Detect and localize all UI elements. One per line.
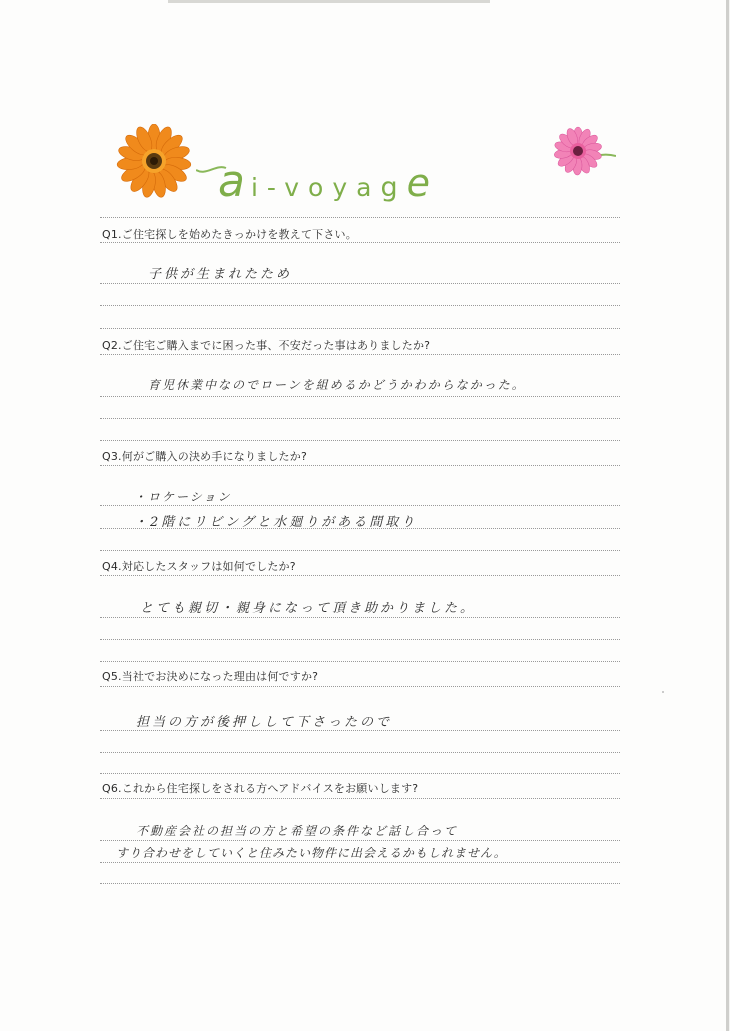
- ruled-line: [100, 217, 620, 218]
- question-3-label: Q3.何がご購入の決め手になりましたか?: [102, 450, 307, 463]
- logo-letter-g: g: [380, 172, 407, 203]
- scan-speck: [662, 691, 664, 693]
- ruled-line: [100, 305, 620, 306]
- ruled-line: [100, 242, 620, 243]
- logo-wordmark: [218, 156, 439, 207]
- logo-letter-a: a: [218, 156, 245, 207]
- question-2-label: Q2.ご住宅ご購入までに困った事、不安だった事はありましたか?: [102, 339, 431, 352]
- ruled-line: [100, 354, 620, 355]
- ruled-line: [100, 730, 620, 731]
- ruled-line: [100, 617, 620, 618]
- ruled-line: [100, 418, 620, 419]
- question-6-label: Q6.これから住宅探しをされる方へアドバイスをお願いします?: [102, 782, 419, 795]
- question-4-label: Q4.対応したスタッフは如何でしたか?: [102, 560, 296, 573]
- ruled-line: [100, 396, 620, 397]
- ruled-line: [100, 328, 620, 329]
- ruled-line: [100, 798, 620, 799]
- logo-letters-mid: i-voya: [250, 173, 381, 202]
- ruled-line: [100, 575, 620, 576]
- ruled-line: [100, 752, 620, 753]
- ruled-line: [100, 883, 620, 884]
- ruled-line: [100, 465, 620, 466]
- ruled-line: [100, 840, 620, 841]
- scan-edge-line: [168, 0, 490, 3]
- answer-4-line-1: とても親切・親身になって頂き助かりました。: [140, 601, 477, 616]
- answer-3-line-1: ・ロケーション: [134, 490, 232, 504]
- ruled-line: [100, 283, 620, 284]
- question-5-label: Q5.当社でお決めになった理由は何ですか?: [102, 670, 319, 683]
- logo-letter-e: e: [406, 161, 440, 205]
- ruled-line: [100, 528, 620, 529]
- answer-6-line-2: すり合わせをしていくと住みたい物件に出会えるかもしれません。: [116, 846, 507, 860]
- orange-gerbera-icon: [106, 124, 206, 198]
- ruled-line: [100, 661, 620, 662]
- question-1-label: Q1.ご住宅探しを始めたきっかけを教えて下さい。: [102, 228, 357, 241]
- ruled-line: [100, 505, 620, 506]
- answer-1-line-1: 子供が生まれたため: [148, 267, 293, 282]
- ai-voyage-logo: [100, 122, 620, 207]
- ruled-line: [100, 773, 620, 774]
- ruled-line: [100, 686, 620, 687]
- answer-2-line-1: 育児休業中なのでローンを組めるかどうかわからなかった。: [148, 378, 526, 392]
- ruled-line: [100, 550, 620, 551]
- pink-gerbera-icon: [540, 126, 614, 176]
- answer-3-line-2: ・2階にリビングと水廻りがある間取り: [134, 515, 418, 530]
- ruled-line: [100, 639, 620, 640]
- ruled-line: [100, 440, 620, 441]
- answer-6-line-1: 不動産会社の担当の方と希望の条件など話し合って: [136, 824, 459, 838]
- ruled-line: [100, 862, 620, 863]
- answer-5-line-1: 担当の方が後押しして下さったので: [136, 715, 393, 730]
